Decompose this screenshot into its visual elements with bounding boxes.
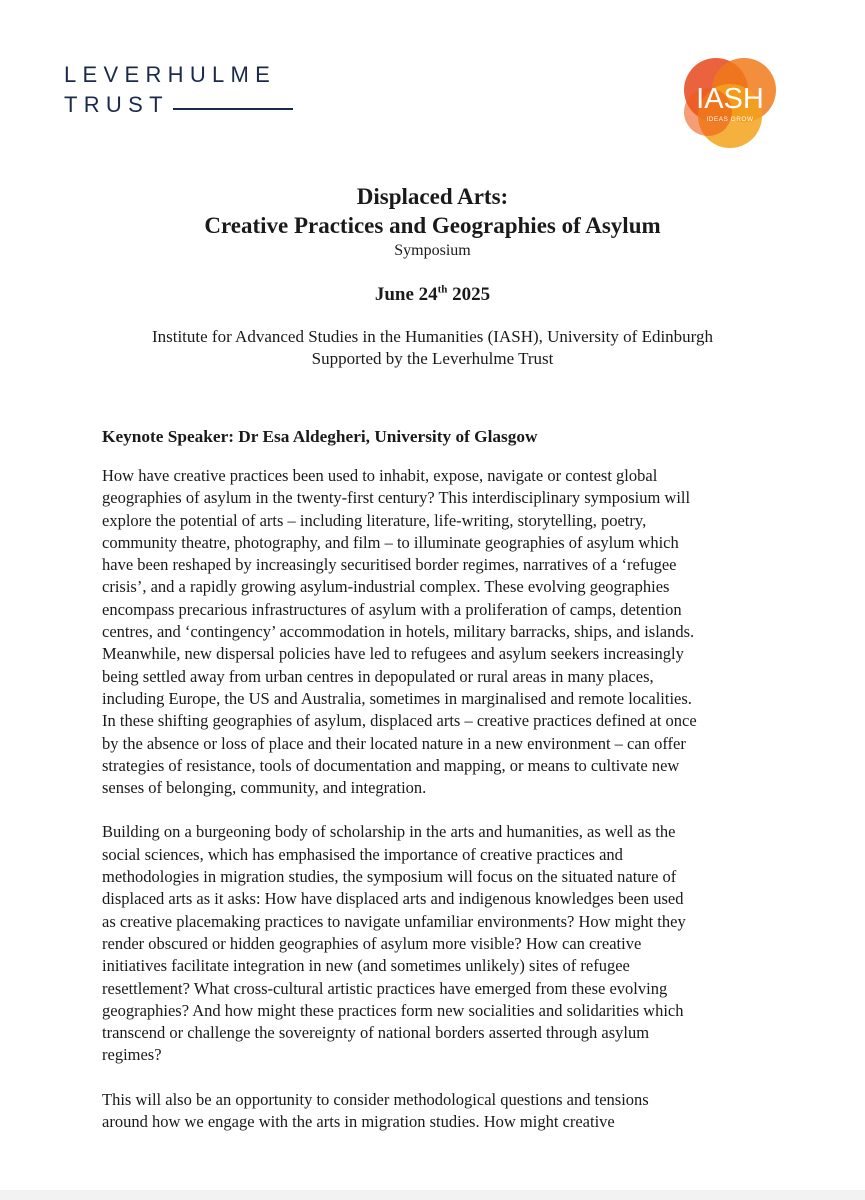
paragraph-line: geographies? And how might these practices form new socialities and solidarities which <box>102 1000 684 1020</box>
paragraph-line: by the absence or loss of place and their located nature in a new environment – can offer <box>102 733 686 753</box>
paragraph-line: methodologies in migration studies, the symposium will focus on the situated nature of <box>102 867 677 887</box>
paragraph-line: regimes? <box>102 1045 162 1065</box>
paragraph-line: community theatre, photography, and film – to illuminate geographies of asylum which <box>102 532 679 552</box>
paragraph-line: transcend or challenge the sovereignty of national borders asserted through asylum <box>102 1023 650 1043</box>
leverhulme-wordmark: LEVERHULME <box>64 62 277 87</box>
venue-line-2: Supported by the Leverhulme Trust <box>311 349 554 368</box>
logo-rule <box>173 108 293 110</box>
event-date <box>0 283 865 307</box>
paragraph-line: encompass precarious infrastructures of asylum with a proliferation of camps, detention <box>102 599 682 619</box>
title-line-2: Creative Practices and Geographies of Asylum <box>204 213 661 238</box>
paragraph-line: social sciences, which has emphasised the importance of creative practices and <box>102 844 623 864</box>
paragraph-line: strategies of resistance, tools of documentation and mapping, or means to cultivate new <box>102 755 680 775</box>
paragraph-line: render obscured or hidden geographies of asylum more visible? How can creative <box>102 933 642 953</box>
header <box>0 182 865 370</box>
event-type: Symposium <box>394 242 471 259</box>
paragraph-line: as creative placemaking practices to navigate unfamiliar environments? How might they <box>102 911 686 931</box>
paragraph <box>102 1089 782 1134</box>
paragraph-line: being settled away from urban centres in depopulated or rural areas in many places, <box>102 666 654 686</box>
trust-wordmark: TRUST <box>64 92 169 117</box>
paragraph <box>102 821 782 1066</box>
paragraph-line: around how we engage with the arts in migration studies. How might creative <box>102 1112 615 1132</box>
paragraph-line: including Europe, the US and Australia, sometimes in marginalised and remote localities. <box>102 688 692 708</box>
paragraph-line: Building on a burgeoning body of scholarship in the arts and humanities, as well as the <box>102 822 676 842</box>
paragraph-line: How have creative practices been used to inhabit, expose, navigate or contest global <box>102 466 658 485</box>
paragraph-line: senses of belonging, community, and integration. <box>102 778 427 798</box>
paragraph-line: This will also be an opportunity to consider methodological questions and tensions <box>102 1089 649 1109</box>
title-line-1: Displaced Arts: <box>356 184 509 209</box>
venue <box>0 326 865 370</box>
iash-tagline: IDEAS GROW <box>706 116 754 123</box>
paragraph-line: resettlement? What cross-cultural artistic practices have emerged from these evolving <box>102 978 668 998</box>
paragraph-line: Meanwhile, new dispersal policies have led to refugees and asylum seekers increasingly <box>102 644 684 664</box>
paragraph-line: crisis’, and a rapidly growing asylum-industrial complex. These evolving geographies <box>102 577 670 597</box>
iash-logo <box>672 50 787 155</box>
venue-line-1: Institute for Advanced Studies in the Humanities (IASH), University of Edinburgh <box>151 327 714 346</box>
paragraph-line: initiatives facilitate integration in new (and sometimes unlikely) sites of refugee <box>102 956 630 976</box>
body <box>102 425 782 1155</box>
iash-logo-graphic <box>672 50 787 155</box>
paragraph-line: explore the potential of arts – including literature, life-writing, storytelling, poetry, <box>102 510 647 530</box>
date-year: 2025 <box>452 284 491 305</box>
date-day: June 24 <box>374 284 438 305</box>
paragraph-line: In these shifting geographies of asylum, displaced arts – creative practices defined at once <box>102 711 697 731</box>
bottom-edge <box>0 1190 865 1200</box>
iash-text: IASH <box>696 83 764 115</box>
paragraph-line: displaced arts as it asks: How have displaced arts and indigenous knowledges been used <box>102 889 684 909</box>
paragraph <box>102 465 782 799</box>
paragraphs <box>102 465 782 1133</box>
keynote-speaker: Keynote Speaker: Dr Esa Aldegheri, University of Glasgow <box>102 427 538 446</box>
date-suffix: th <box>437 283 448 296</box>
paragraph-line: have been reshaped by increasingly securitised border regimes, narratives of a ‘refugee <box>102 555 677 575</box>
paragraph-line: centres, and ‘contingency’ accommodation in hotels, military barracks, ships, and islands. <box>102 622 695 642</box>
paragraph-line: geographies of asylum in the twenty-first century? This interdisciplinary symposium will <box>102 488 691 508</box>
leverhulme-trust-logo <box>64 62 293 118</box>
